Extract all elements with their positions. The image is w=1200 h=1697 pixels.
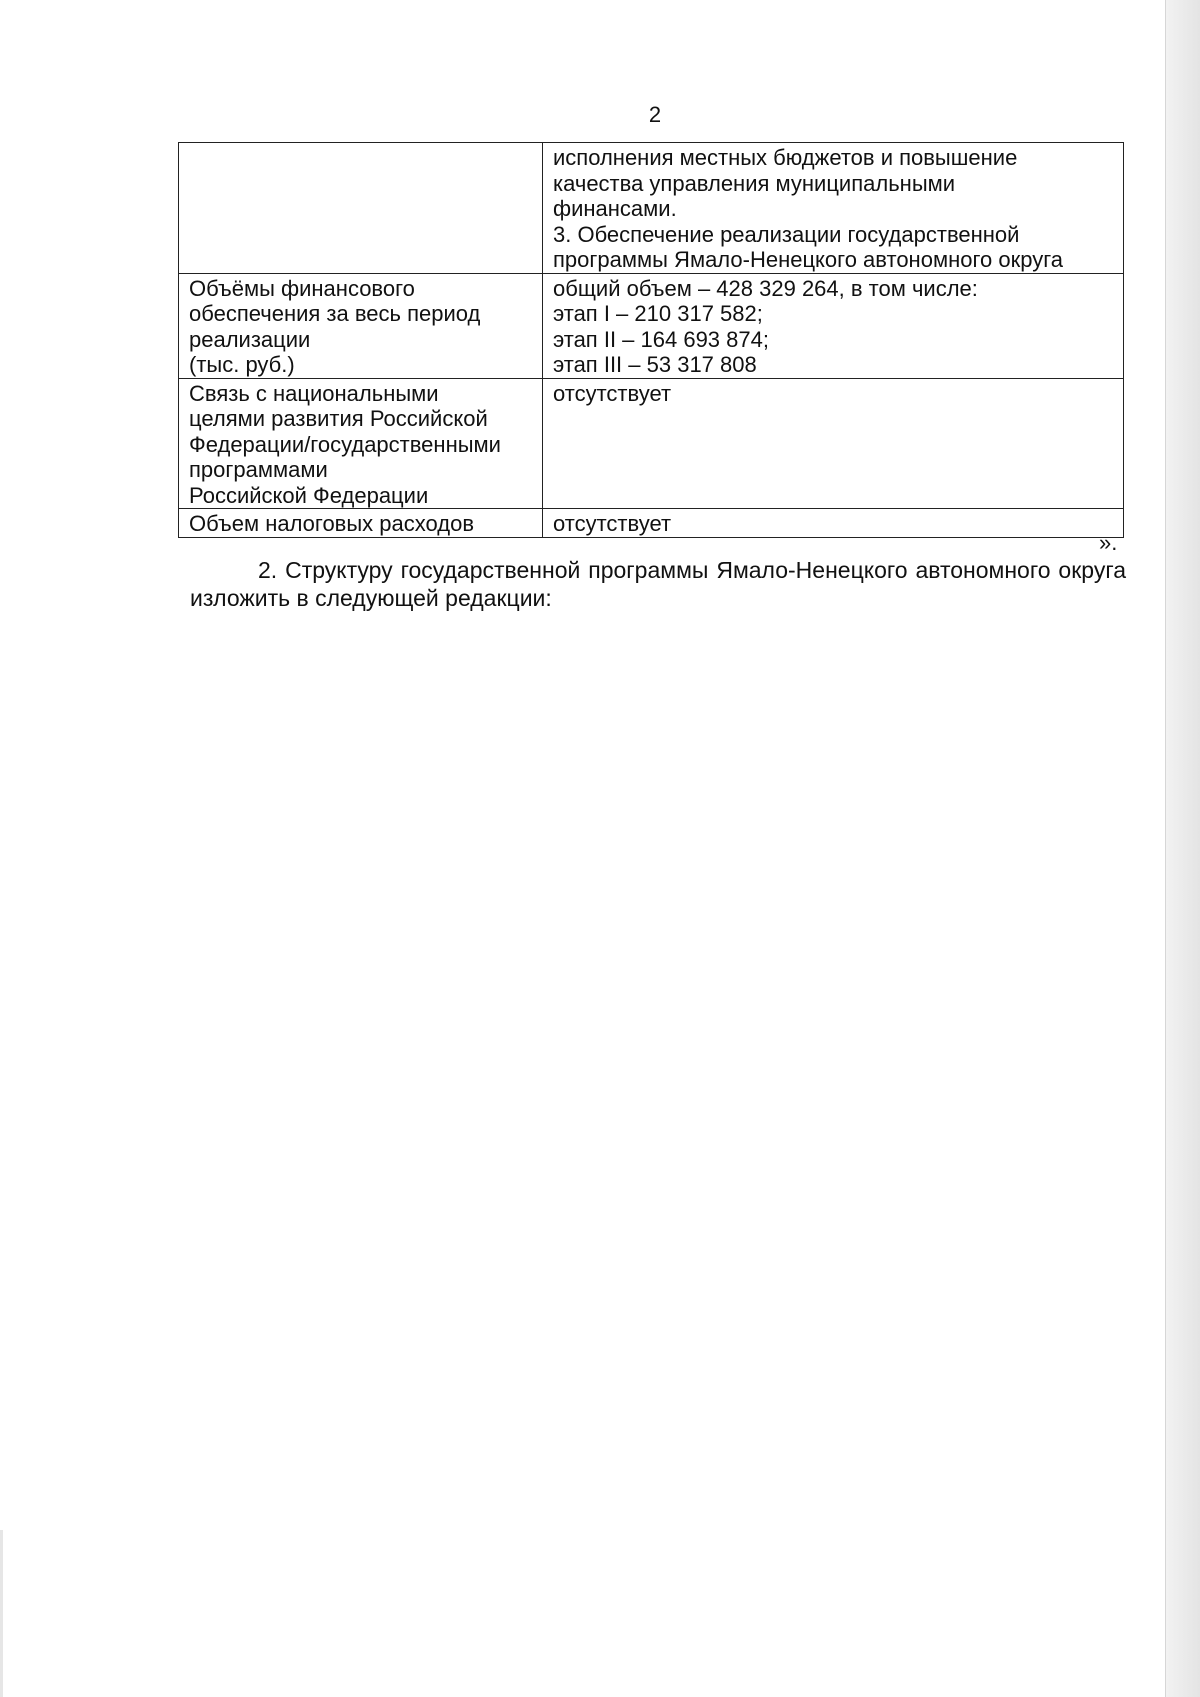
label-line: (тыс. руб.) (189, 352, 295, 377)
label-line: программами (189, 457, 328, 482)
scan-page-edge (1165, 0, 1200, 1697)
label-line: реализации (189, 326, 311, 352)
label-line: Связь с национальными (189, 380, 439, 406)
label-line: обеспечения за весь период (189, 301, 481, 326)
value-line: финансами. (553, 196, 677, 221)
table-row (179, 378, 1124, 509)
closing-quote: ». (1099, 530, 1118, 555)
value-line: программы Ямало-Ненецкого автономного округа (553, 247, 1063, 272)
value-line: отсутствует (553, 380, 672, 406)
row-value-cell (543, 273, 1124, 378)
table-row (179, 273, 1124, 378)
program-passport-table (178, 142, 1124, 538)
table-row (179, 143, 1124, 274)
row-label-cell (179, 509, 543, 538)
scan-left-edge (0, 1530, 3, 1697)
label-line: Российской Федерации (189, 482, 429, 508)
value-line: исполнения местных бюджетов и повышение (553, 145, 1018, 170)
row-value-cell (543, 509, 1124, 538)
page-number: 2 (648, 102, 662, 127)
value-line: качества управления муниципальными (553, 170, 956, 196)
label-line: целями развития Российской (189, 406, 488, 431)
row-label-cell (179, 143, 543, 274)
value-line: этап III – 53 317 808 (553, 352, 757, 377)
value-line: этап I – 210 317 582; (553, 301, 763, 326)
body-paragraph: 2. Структуру государственной программы Ямало-Ненецкого автономного округа изложить в следующей редакции: (190, 557, 1126, 611)
label-line: Федерации/государственными (189, 431, 501, 457)
row-label-cell (179, 378, 543, 509)
value-line: 3. Обеспечение реализации государственной (553, 221, 1020, 247)
row-value-cell (543, 378, 1124, 509)
row-label-cell (179, 273, 543, 378)
value-line: общий объем – 428 329 264, в том числе: (553, 275, 978, 301)
row-value-cell (543, 143, 1124, 274)
label-line: Объем налоговых расходов (189, 511, 475, 536)
table-row (179, 509, 1124, 538)
value-line: этап II – 164 693 874; (553, 326, 769, 352)
value-line: отсутствует (553, 511, 672, 536)
label-line: Объёмы финансового (189, 275, 415, 301)
